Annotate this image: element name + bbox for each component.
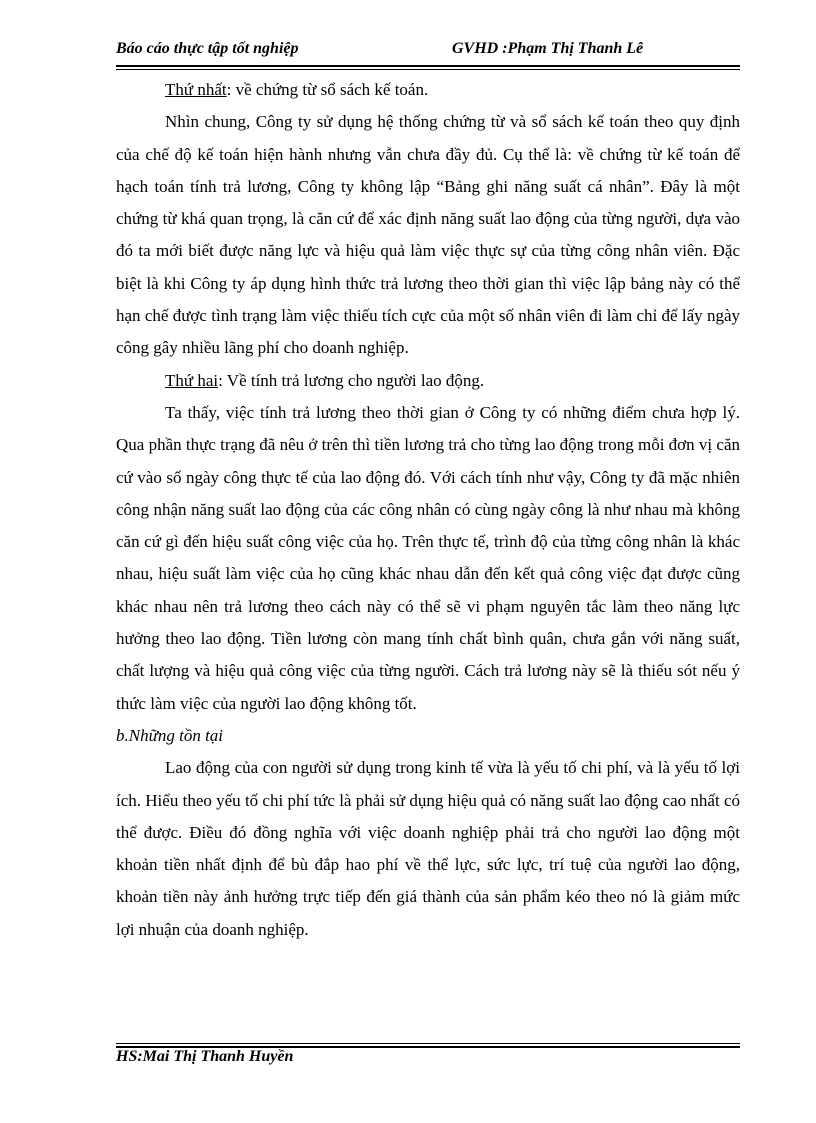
supervisor-name: GVHD :Phạm Thị Thanh Lê: [452, 40, 644, 57]
paragraph-first-point: [116, 74, 740, 106]
document-body: [116, 74, 740, 946]
first-point-text: : về chứng từ sổ sách kế toán.: [226, 80, 429, 99]
page-header: [116, 36, 740, 66]
paragraph-salary: Ta thấy, việc tính trả lương theo thời gian ở Công ty có những điểm chưa hợp lý. Qua phần thực trạng đã nêu ở trên thì tiền lương trả cho từng lao động trong mỗi đơn vị căn cứ vào số ngày công thực tế của lao động đó. Với cách tính như vậy, Công ty đã mặc nhiên công nhận năng suất lao động của các công nhân có cùng ngày công là như nhau mà không căn cứ gì đến hiệu suất công việc của họ. Trên thực tế, trình độ của từng công nhân là khác nhau, hiệu suất làm việc của họ cũng khác nhau dẫn đến kết quả công việc đạt được cũng khác nhau nên trả lương theo cách này có thể sẽ vi phạm nguyên tắc làm theo năng lực hưởng theo lao động. Tiền lương còn mang tính chất bình quân, chưa gắn với năng suất, chất lượng và hiệu quả công việc của từng người. Cách trả lương này sẽ là thiếu sót nếu ý thức làm việc của người lao động không tốt.: [116, 402, 740, 713]
paragraph-labor: Lao động của con người sử dụng trong kinh tế vừa là yếu tố chi phí, và là yếu tố lợi ích. Hiểu theo yếu tố chi phí tức là phải sử dụng hiệu quả có năng suất lao động cao nhất có thể được. Điều đó đồng nghĩa với việc doanh nghiệp phải trả cho người lao động một khoản tiền nhất định để bù đắp hao phí về thể lực, sức lực, trí tuệ của người lao động, khoản tiền này ảnh hưởng trực tiếp đến giá thành của sản phẩm kéo theo nó là giảm mức lợi nhuận của doanh nghiệp.: [116, 758, 740, 939]
report-title: Báo cáo thực tập tốt nghiệp: [116, 40, 299, 57]
paragraph-documents: Nhìn chung, Công ty sử dụng hệ thống chứng từ và sổ sách kế toán theo quy định của chế độ kế toán hiện hành nhưng vẫn chưa đầy đủ. Cụ thể là: về chứng từ kế toán để hạch toán tính trả lương, Công ty không lập “Bảng ghi năng suất cá nhân”. Đây là một chứng từ khá quan trọng, là căn cứ để xác định năng suất lao động của từng người, dựa vào đó ta mới biết được năng lực và hiệu quả làm việc thực sự của từng công nhân viên. Đặc biệt là khi Công ty áp dụng hình thức trả lương theo thời gian thì việc lập bảng này có thể hạn chế được tình trạng làm việc thiếu tích cực của một số nhân viên đi làm chỉ để lấy ngày công gây nhiều lãng phí cho doanh nghiệp.: [116, 112, 740, 358]
page-footer: [116, 1048, 293, 1066]
first-point-label: Thứ nhất: [165, 80, 227, 99]
footer-rule-thin: [116, 1043, 740, 1044]
paragraph-second-point: [116, 365, 740, 397]
section-heading-b: b.Những tồn tại: [116, 725, 224, 745]
second-point-label: Thứ hai: [165, 370, 219, 390]
header-rule-thin: [116, 69, 740, 70]
student-name: HS:Mai Thị Thanh Huyền: [116, 1048, 294, 1065]
second-point-text: : Về tính trả lương cho người lao động.: [218, 370, 485, 390]
header-rule-thick: [116, 65, 740, 67]
